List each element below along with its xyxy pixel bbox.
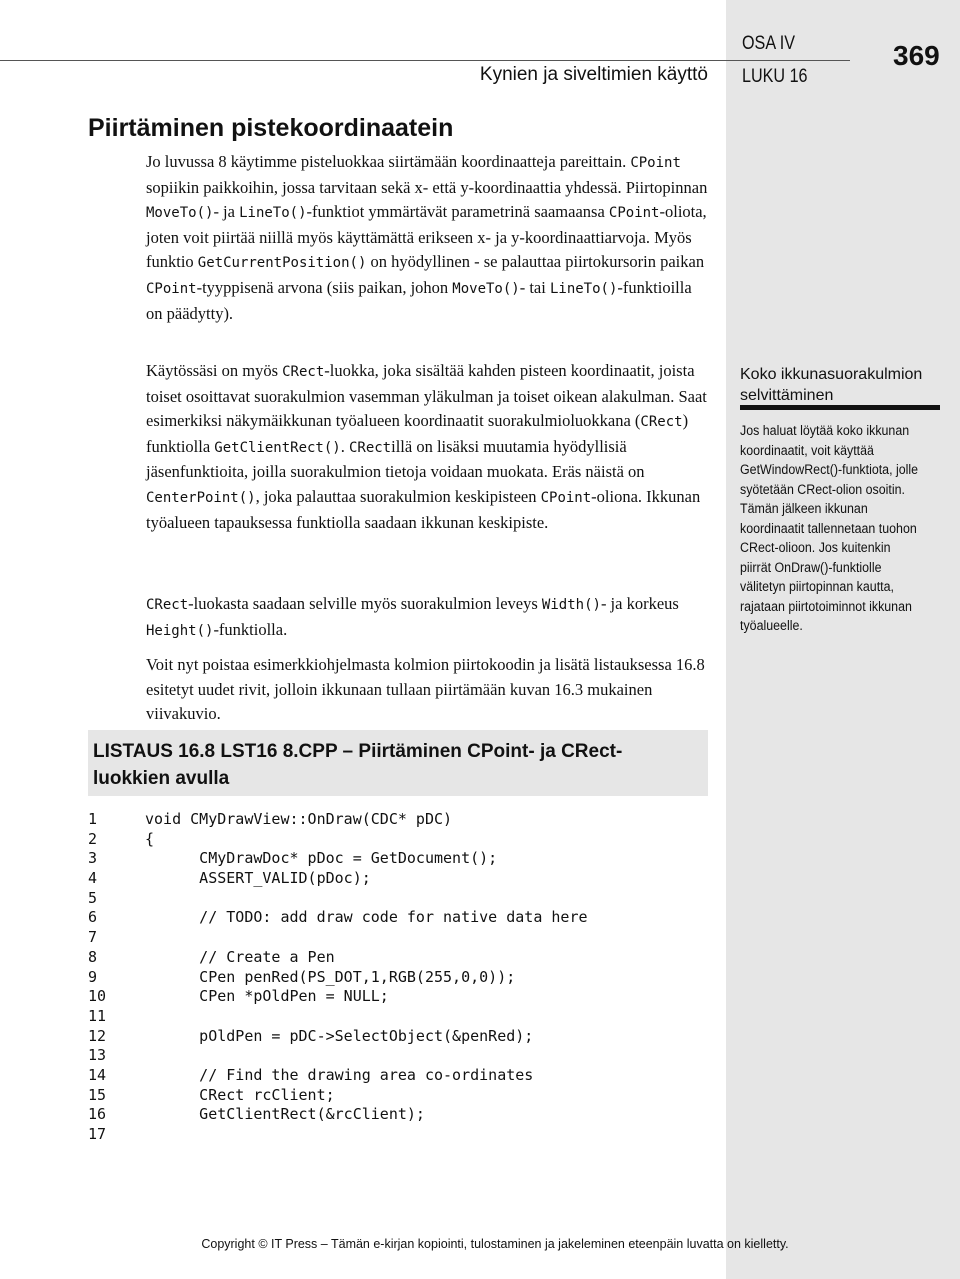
body-paragraph (146, 150, 711, 326)
line-number: 16 (88, 1105, 107, 1124)
line-number: 12 (88, 1026, 107, 1045)
text-run: -luokasta saadaan selville myös suorakulmion leveys (188, 594, 542, 613)
text-run: Jo luvussa 8 käytimme pisteluokkaa siirtämään koordinaatteja pareittain. (146, 152, 631, 171)
line-number: 6 (88, 908, 98, 927)
sidebar-note-title: Koko ikkunasuorakulmion selvittäminen (740, 366, 923, 404)
inline-code: MoveTo() (146, 205, 214, 222)
code-text: // TODO: add draw code for native data here (145, 908, 588, 927)
text-run: ) funktiolla (146, 411, 689, 456)
running-head: Kynien ja siveltimien käyttö (479, 64, 708, 85)
code-text: CPen *pOldPen = NULL; (145, 987, 389, 1006)
code-line (88, 987, 588, 1007)
text-run: -funktiot ymmärtävät parametrinä saamaansa (306, 202, 609, 222)
inline-code: CRect (348, 439, 392, 456)
code-line (88, 1007, 588, 1027)
code-line (88, 968, 588, 988)
code-text: ASSERT_VALID(pDoc); (145, 869, 371, 888)
code-line (88, 889, 588, 909)
margin-sidebar-background (726, 0, 960, 1279)
header-rule (0, 60, 850, 61)
line-number: 1 (88, 810, 98, 828)
code-text: void CMyDrawView::OnDraw(CDC* pDC) (145, 810, 453, 828)
chapter-label: LUKU 16 (742, 66, 808, 87)
sidebar-note-body: Jos haluat löytää koko ikkunan koordinaatit, voit käyttää GetWindowRect()-funktiota, jolle syötetään CRect-olion osoitin. Tämän jälkeen ikkunan koordinaatit tallennetaan tuohon CRect-olioon. Jos kuitenkin piirrät OnDraw()-funktiolle välitetyn piirtopinnan kautta, rajataan piirtotoiminnot ikkunan työalueelle. (740, 423, 919, 633)
footer (0, 1237, 960, 1251)
code-text: CPen penRed(PS_DOT,1,RGB(255,0,0)); (145, 967, 516, 986)
code-text: GetClientRect(&rcClient); (145, 1105, 425, 1124)
line-number: 5 (88, 888, 98, 907)
inline-code: CRect (282, 364, 325, 380)
code-listing (88, 810, 588, 1145)
text-run: Käytössäsi on myös (146, 361, 283, 380)
code-text: CRect rcClient; (145, 1085, 335, 1104)
code-text: // Find the drawing area co-ordinates (145, 1065, 534, 1084)
code-line (88, 1046, 588, 1066)
line-number: 13 (88, 1046, 107, 1065)
line-number: 2 (88, 829, 98, 848)
text-run: - tai (519, 277, 550, 297)
body-paragraph (146, 359, 711, 535)
code-line (88, 869, 588, 889)
text-run: illä on lisäksi muutamia hyödyllisiä jäsenfunktioita, joilla suorakulmion tietoja voidaan muokata. Eräs näistä on (146, 436, 645, 482)
line-number: 4 (88, 869, 98, 888)
inline-code: CenterPoint() (146, 489, 256, 506)
text-run: -oliona. Ikkunan työalueen tapauksessa funktiolla saadaan ikkunan keskipiste. (146, 486, 701, 532)
body-paragraph (146, 653, 711, 727)
text-run: -tyyppisenä arvona (siis paikan, johon (196, 277, 453, 297)
body-paragraph (146, 592, 711, 643)
code-text: pOldPen = pDC->SelectObject(&penRed); (145, 1026, 534, 1045)
code-line (88, 928, 588, 948)
text-run: . (340, 436, 349, 456)
code-line (88, 810, 588, 830)
line-number: 17 (88, 1125, 107, 1143)
text-run: - ja korkeus (600, 594, 679, 613)
text-run: -oliota, joten voit piirtää niillä myös käyttämättä erikseen x- ja y-koordinaattiarvoja. Myös funktio (146, 202, 707, 272)
footer-copyright: Copyright © IT Press – Tämän e-kirjan kopiointi, tulostaminen ja jakeleminen eteenpäin luvatta on kielletty. (201, 1237, 789, 1251)
sidebar-note-rule (740, 405, 940, 410)
line-number: 14 (88, 1065, 107, 1084)
text-run: sopiikin paikkoihin, jossa tarvitaan sekä x- että y-koordinaattia yhdessä. Piirtopinnan (146, 177, 708, 197)
inline-code: CPoint (608, 205, 660, 222)
line-number: 3 (88, 849, 98, 868)
code-line (88, 1086, 588, 1106)
listing-caption (88, 730, 708, 796)
text-run: -funktiolla. (213, 619, 288, 639)
inline-code: CRect (146, 597, 189, 613)
code-line (88, 830, 588, 850)
text-run: -funktioilla on päädytty). (146, 277, 692, 323)
code-line (88, 908, 588, 928)
line-number: 7 (88, 928, 98, 947)
text-run: , joka palauttaa suorakulmion keskipisteen (255, 486, 541, 506)
inline-code: LineTo() (239, 205, 307, 222)
section-heading: Piirtäminen pistekoordinaatein (88, 114, 454, 142)
inline-code: CRect (640, 414, 683, 431)
code-line (88, 1125, 588, 1145)
inline-code: MoveTo() (452, 280, 520, 297)
code-text: // Create a Pen (145, 947, 335, 966)
text-run: -luokka, joka sisältää kahden pisteen koordinaatit, joista toiset osoittavat suorakulmion vasemman yläkulman ja toiset oikean alakulman. Saat esimerkiksi näkymäikkunan työalueen koordinaatit suorakulmioluokkana ( (146, 361, 707, 431)
text-run: on hyödyllinen - se palauttaa piirtokursorin paikan (366, 252, 705, 272)
text-run: Voit nyt poistaa esimerkkiohjelmasta kolmion piirtokoodin ja lisätä listauksessa 16.8 esitetyt uudet rivit, jolloin ikkunaan tullaan piirtämään kuvan 16.3 mukainen viivakuvio. (146, 655, 705, 724)
inline-code: GetCurrentPosition() (197, 255, 367, 272)
code-text: { (145, 829, 155, 848)
code-line (88, 948, 588, 968)
code-line (88, 1027, 588, 1047)
inline-code: CPoint (540, 489, 592, 506)
inline-code: CPoint (146, 280, 197, 297)
line-number: 8 (88, 947, 98, 966)
code-text: CMyDrawDoc* pDoc = GetDocument(); (145, 849, 498, 868)
inline-code: GetClientRect() (214, 439, 341, 456)
inline-code: Height() (146, 622, 214, 639)
inline-code: LineTo() (549, 280, 618, 297)
line-number: 11 (88, 1006, 107, 1025)
line-number: 10 (88, 987, 107, 1006)
line-number: 15 (88, 1085, 107, 1104)
code-line (88, 849, 588, 869)
code-line (88, 1066, 588, 1086)
text-run: - ja (213, 202, 240, 222)
part-label: OSA IV (742, 33, 795, 54)
page-number: 369 (893, 40, 940, 71)
inline-code: Width() (541, 597, 601, 613)
inline-code: CPoint (630, 155, 681, 171)
listing-caption-text: LISTAUS 16.8 LST16 8.CPP – Piirtäminen CPoint- ja CRect-luokkien avulla (93, 741, 623, 789)
code-line (88, 1105, 588, 1125)
line-number: 9 (88, 967, 98, 986)
